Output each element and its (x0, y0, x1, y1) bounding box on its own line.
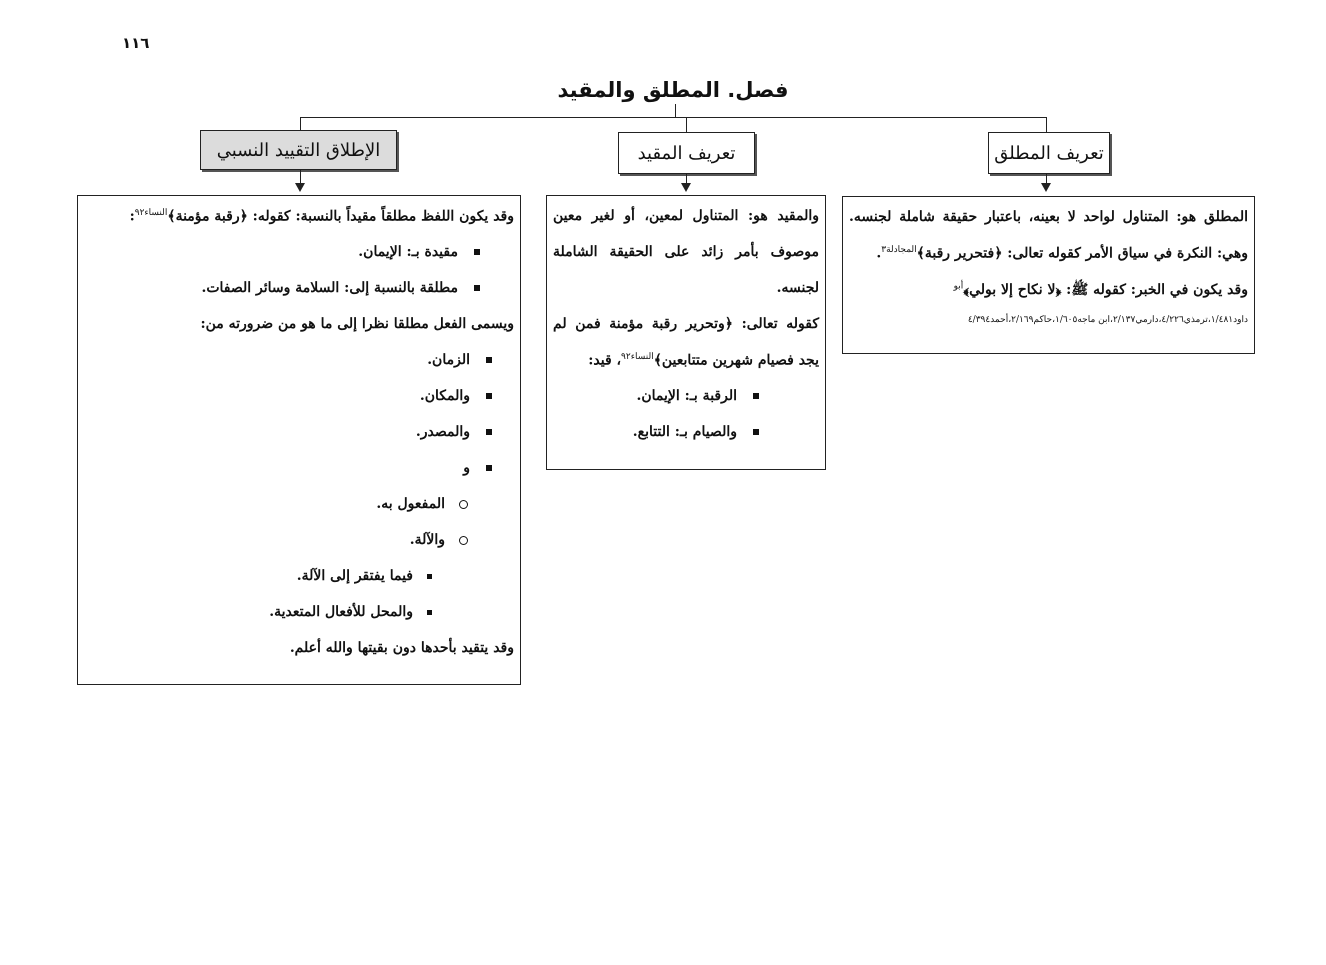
muqayyad-bullet-1-text: الرقبة بـ: الإيمان. (636, 388, 737, 404)
nisbi-line-1-ref: النساء٩٢ (134, 208, 168, 218)
mutlaq-line-2-ref: المجادلة٣ (881, 245, 917, 255)
header-muqayyad: تعريف المقيد (618, 132, 755, 174)
tree-branch-left (300, 117, 301, 130)
mutlaq-line-4-refs: داود١/٤٨١،ترمذي٤/٢٢٦،دارمي٢/١٣٧،ابن ماجه١/٦٠٥،حاكم٢/١٦٩،أحمد٤/٣٩٤ (967, 315, 1248, 325)
square-bullet-icon (486, 465, 492, 471)
nisbi-small-bullet-1 (84, 568, 432, 584)
mutlaq-line-2-text: وهي: النكرة في سياق الأمر كقوله تعالى: ﴿فتحرير رقبة﴾ (916, 245, 1248, 262)
muqayyad-definition-box (546, 195, 826, 470)
small-square-bullet-icon (427, 574, 432, 579)
header-nisbi: الإطلاق التقييد النسبي (200, 130, 397, 170)
square-bullet-icon (474, 249, 480, 255)
square-bullet-icon (486, 357, 492, 363)
muqayyad-line-2: موصوف بأمر زائد على الحقيقة الشاملة (553, 244, 819, 260)
square-bullet-icon (753, 393, 759, 399)
nisbi-bullet-b4 (84, 460, 492, 476)
circle-bullet-icon (459, 500, 468, 509)
small-square-bullet-icon (427, 610, 432, 615)
tree-branch-right (1046, 117, 1047, 132)
nisbi-bullet-a2-text: مطلقة بالنسبة إلى: السلامة وسائر الصفات. (201, 280, 458, 296)
muqayyad-bullet-2 (553, 424, 759, 440)
nisbi-circle-2 (84, 532, 468, 548)
muqayyad-line-5-text: يجد فصيام شهرين متتابعين﴾ (653, 352, 819, 369)
nisbi-line-1 (84, 208, 514, 225)
nisbi-small-bullet-2-text: والمحل للأفعال المتعدية. (269, 604, 413, 620)
nisbi-bullet-b1-text: الزمان. (427, 352, 470, 368)
muqayyad-line-4: كقوله تعالى: ﴿وتحرير رقبة مؤمنة فمن لم (553, 316, 819, 332)
nisbi-small-bullet-2 (84, 604, 432, 620)
tree-horizontal (300, 117, 1046, 118)
square-bullet-icon (486, 393, 492, 399)
nisbi-bullet-b4-text: و (463, 460, 470, 476)
square-bullet-icon (486, 429, 492, 435)
page-number: ١١٦ (122, 34, 150, 52)
nisbi-last-line: وقد يتقيد بأحدها دون بقيتها والله أعلم. (289, 640, 514, 656)
nisbi-line-mid: ويسمى الفعل مطلقا نظرا إلى ما هو من ضرورته من: (200, 316, 514, 332)
header-mutlaq: تعريف المطلق (988, 132, 1110, 174)
tree-branch-middle (686, 117, 687, 132)
nisbi-bullet-b1 (84, 352, 492, 368)
arrow-down-right-icon (1041, 183, 1051, 192)
nisbi-circle-1 (84, 496, 468, 512)
page-title: فصل. المطلق والمقيد (557, 78, 789, 102)
muqayyad-line-1: والمقيد هو: المتناول لمعين، أو لغير معين (553, 208, 819, 224)
square-bullet-icon (753, 429, 759, 435)
mutlaq-line-1: المطلق هو: المتناول لواحد لا بعينه، باعتبار حقيقة شاملة لجنسه. (849, 209, 1248, 225)
mutlaq-line-2: وهي: النكرة في سياق الأمر كقوله تعالى: ﴿فتحرير رقبة﴾$^{المجادلة٣}$. (876, 245, 1248, 262)
nisbi-bullet-a2 (84, 280, 480, 296)
arrow-down-middle-icon (681, 183, 691, 192)
mutlaq-line-3 (849, 281, 1248, 301)
nisbi-circle-2-text: والآلة. (409, 532, 445, 548)
nisbi-small-bullet-1-text: فيما يفتقر إلى الآلة. (296, 568, 413, 584)
nisbi-circle-1-text: المفعول به. (376, 496, 445, 512)
mutlaq-line-3-ref: أبو (953, 281, 964, 292)
nisbi-bullet-b2 (84, 388, 492, 404)
square-bullet-icon (474, 285, 480, 291)
muqayyad-bullet-2-text: والصيام بـ: التتابع. (632, 424, 737, 440)
muqayyad-line-5 (553, 352, 819, 369)
muqayyad-bullet-1 (553, 388, 759, 404)
nisbi-bullet-a1-text: مقيدة بـ: الإيمان. (358, 244, 458, 260)
mutlaq-line-3-text: وقد يكون في الخبر: كقوله ﷺ: ﴿لا نكاح إلا بولي﴾ (963, 282, 1248, 298)
muqayyad-line-5-ref: النساء٩٢ (621, 352, 654, 362)
mutlaq-definition-box (842, 196, 1255, 354)
muqayyad-line-3: لجنسه. (776, 280, 819, 296)
arrow-down-left-icon (295, 183, 305, 192)
nisbi-bullet-a1 (84, 244, 480, 260)
muqayyad-line-5-tail: ، قيد: (588, 352, 622, 369)
nisbi-bullet-b3-text: والمصدر. (415, 424, 470, 440)
nisbi-bullet-b2-text: والمكان. (419, 388, 470, 404)
nisbi-box (77, 195, 521, 685)
circle-bullet-icon (459, 536, 468, 545)
nisbi-line-1-text: وقد يكون اللفظ مطلقاً مقيداً بالنسبة: كقوله: ﴿رقبة مؤمنة﴾ (167, 208, 514, 225)
tree-stem (675, 104, 676, 118)
nisbi-line-1-tail: : (129, 208, 135, 225)
nisbi-bullet-b3 (84, 424, 492, 440)
